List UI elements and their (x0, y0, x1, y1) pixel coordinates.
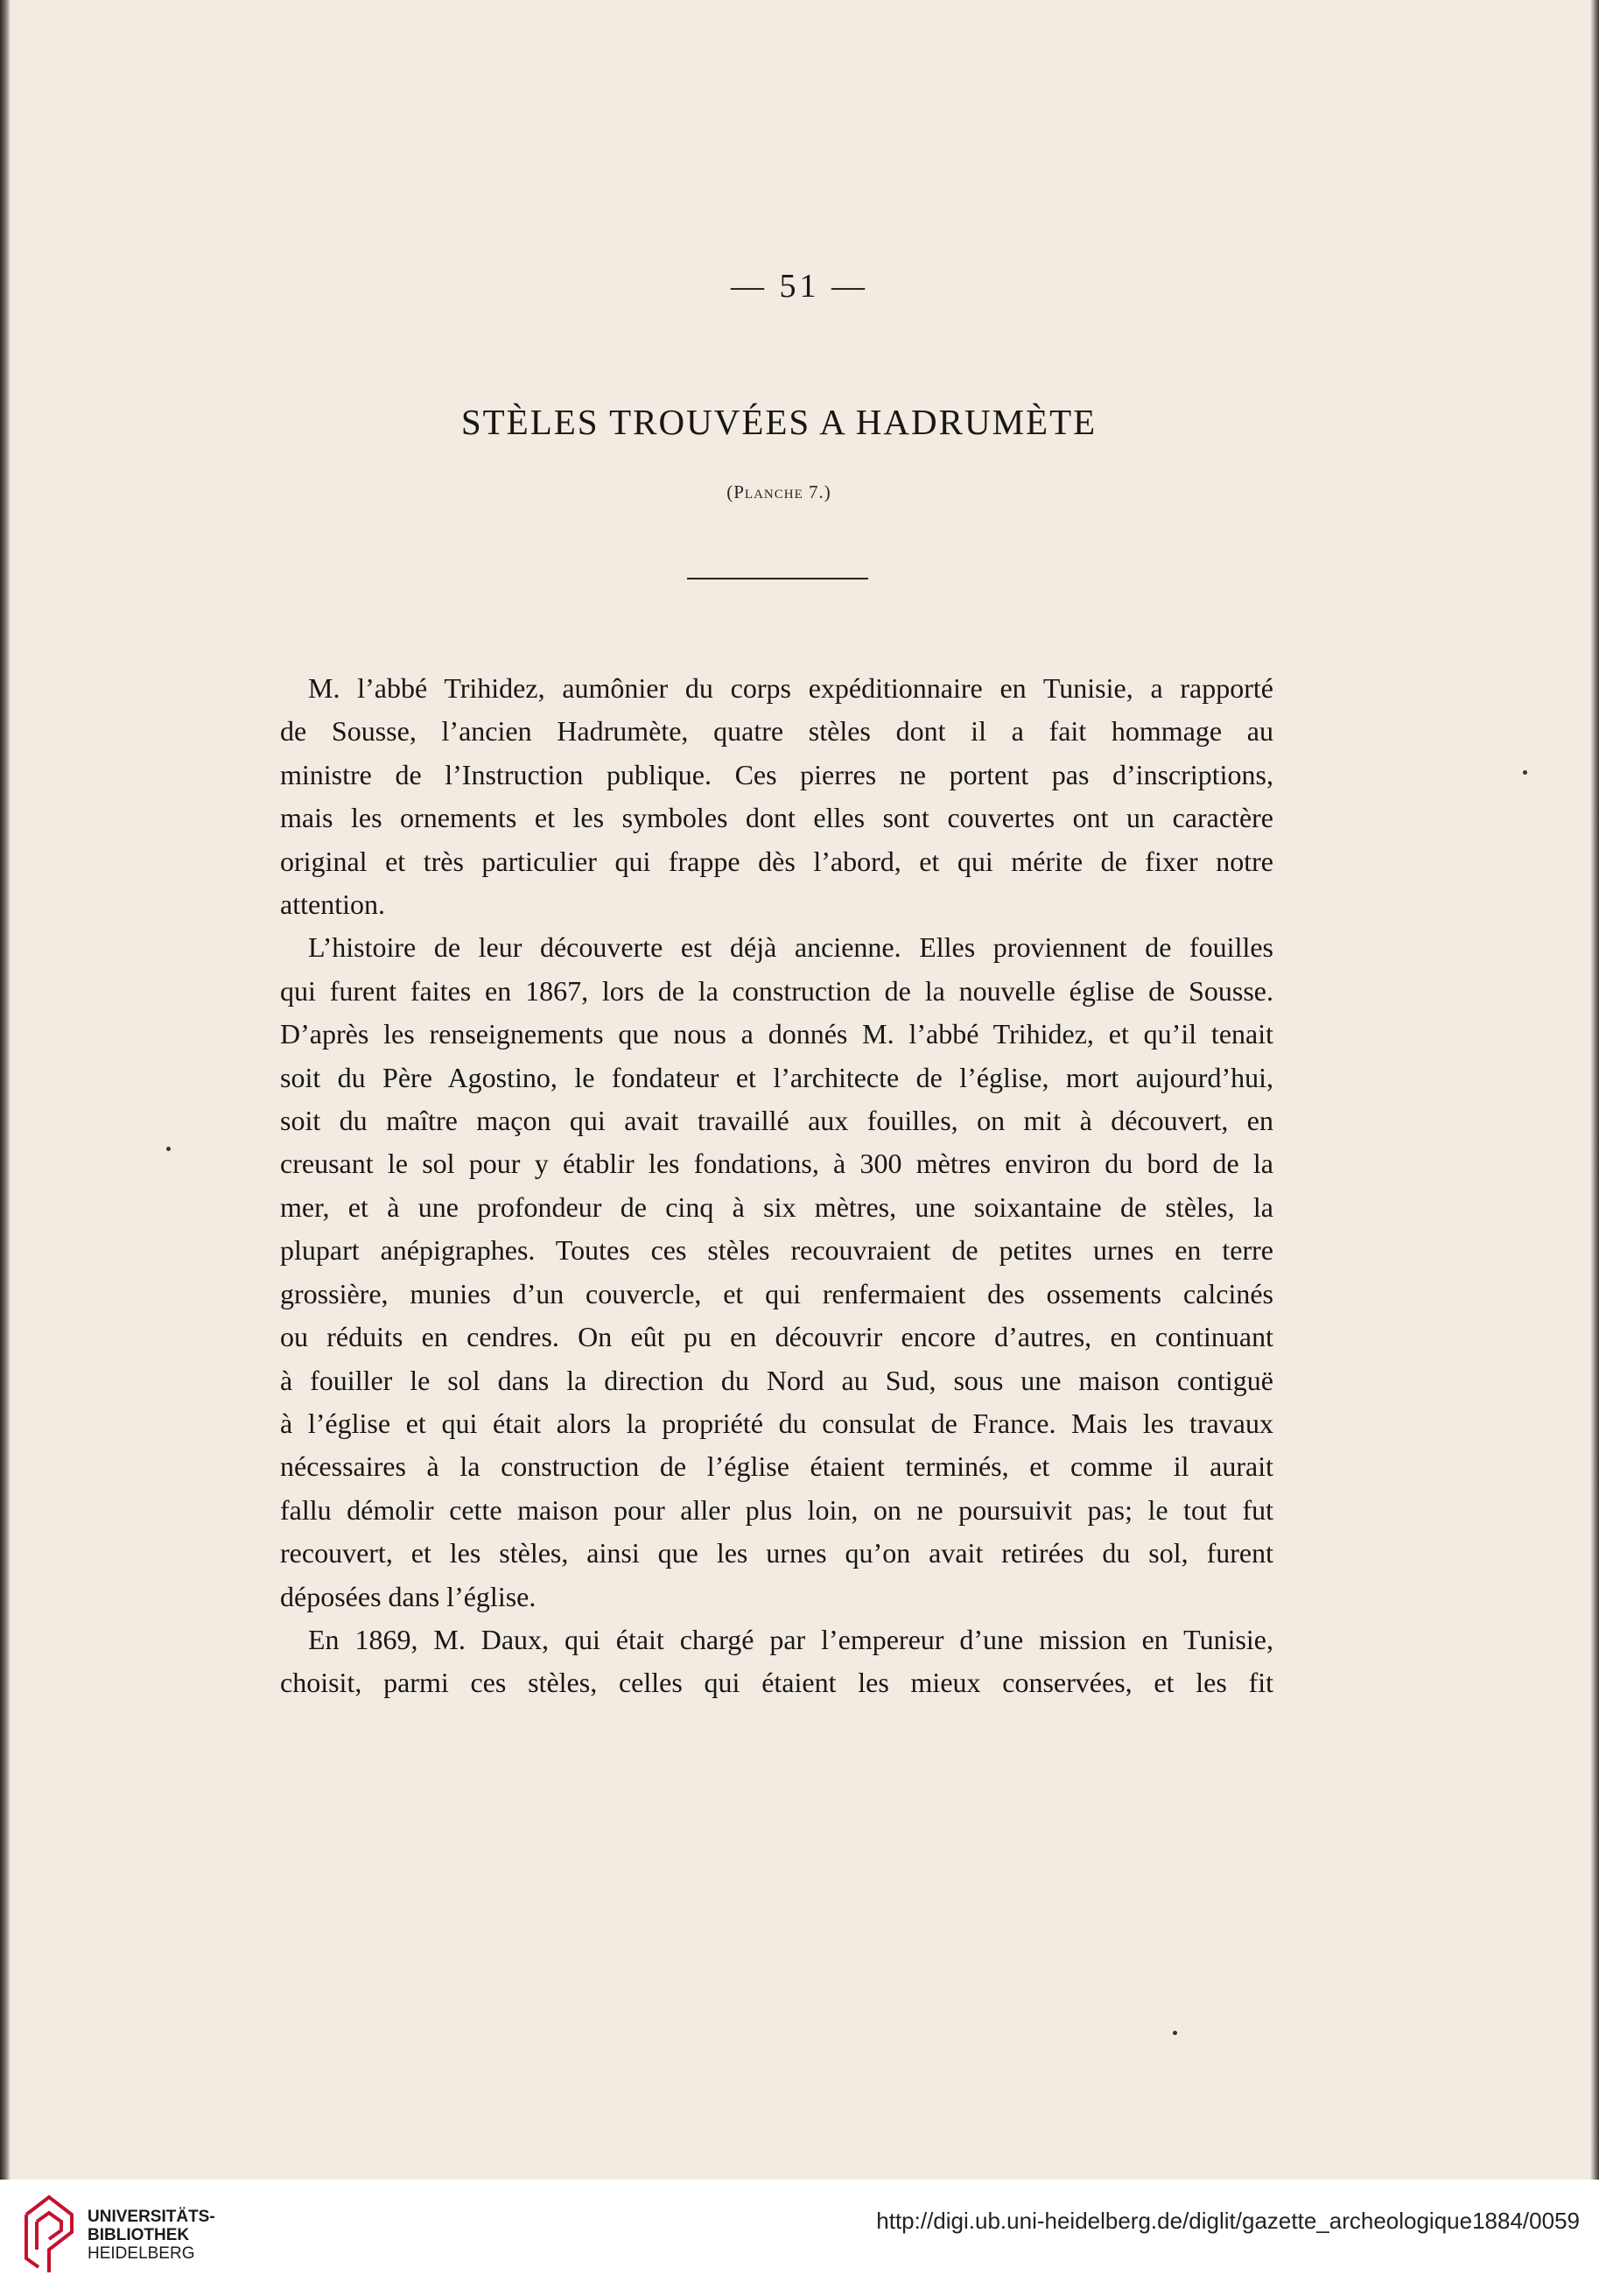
paper-speck (166, 1147, 171, 1151)
paragraph (280, 926, 1273, 1618)
text-line: original et très particulier qui frappe dès l’abord, et qui mérite de fixer notre (280, 845, 1273, 877)
text-line: de Sousse, l’ancien Hadrumète, quatre stèles dont il a fait hommage au (280, 715, 1273, 748)
text-line: creusant le sol pour y établir les fondations, à 300 mètres environ du bord de la (280, 1148, 1273, 1180)
library-logo-icon (19, 2188, 81, 2285)
text-line: à l’église et qui était alors la propriété du consulat de France. Mais les travaux (280, 1407, 1273, 1439)
text-line: déposées dans l’église. (280, 1580, 537, 1612)
paragraph (280, 1618, 1273, 1705)
library-name-line: HEIDELBERG (88, 2244, 195, 2263)
text-line: recouvert, et les stèles, ainsi que les urnes qu’on avait retirées du sol, furent (280, 1537, 1273, 1569)
page-edge-left (0, 0, 11, 2180)
article-title: STÈLES TROUVÉES A HADRUMÈTE (460, 402, 1098, 442)
text-line: grossière, munies d’un couvercle, et qui renfermaient des ossements calcinés (280, 1277, 1273, 1309)
library-name (88, 2208, 215, 2263)
text-line: nécessaires à la construction de l’église étaient terminés, et comme il aurait (280, 1450, 1273, 1483)
text-line: plupart anépigraphes. Toutes ces stèles recouvraient de petites urnes en terre (280, 1234, 1273, 1267)
text-line: ministre de l’Instruction publique. Ces pierres ne portent pas d’inscriptions, (280, 758, 1273, 790)
page-edge-right (1590, 0, 1599, 2180)
text-line: fallu démolir cette maison pour aller plus loin, on ne poursuivit pas; le tout fut (280, 1493, 1273, 1526)
text-line: mer, et à une profondeur de cinq à six mètres, une soixantaine de stèles, la (280, 1190, 1273, 1223)
library-name-line: UNIVERSITÄTS- (88, 2208, 215, 2226)
text-line: qui furent faites en 1867, lors de la construction de la nouvelle église de Sousse. (280, 974, 1273, 1007)
paper-speck (1523, 770, 1527, 775)
text-line: attention. (280, 888, 385, 921)
text-line: soit du Père Agostino, le fondateur et l’architecte de l’église, mort aujourd’hui, (280, 1061, 1273, 1093)
plate-reference: (Planche 7.) (726, 481, 831, 502)
paper-speck (1173, 2031, 1177, 2035)
article-body (280, 667, 1273, 1705)
source-url-link[interactable]: http://digi.ub.uni-heidelberg.de/diglit/gazette_archeologique1884/0059 (876, 2208, 1580, 2234)
viewer-footer (0, 2180, 1599, 2296)
title-divider (687, 578, 868, 579)
text-line: mais les ornements et les symboles dont elles sont couvertes ont un caractère (280, 802, 1273, 834)
library-name-line: BIBLIOTHEK (88, 2226, 190, 2244)
text-line: L’histoire de leur découverte est déjà ancienne. Elles proviennent de fouilles (308, 931, 1273, 964)
text-line: D’après les renseignements que nous a donnés M. l’abbé Trihidez, et qu’il tenait (280, 1018, 1273, 1050)
text-line: M. l’abbé Trihidez, aumônier du corps expéditionnaire en Tunisie, a rapporté (308, 672, 1273, 704)
text-line: à fouiller le sol dans la direction du Nord au Sud, sous une maison contiguë (280, 1364, 1273, 1396)
text-line: soit du maître maçon qui avait travaillé aux fouilles, on mit à découvert, en (280, 1105, 1273, 1137)
paragraph (280, 667, 1273, 926)
text-line: En 1869, M. Daux, qui était chargé par l’empereur d’une mission en Tunisie, (308, 1623, 1273, 1655)
page-number: — 51 — (731, 268, 868, 305)
text-line: choisit, parmi ces stèles, celles qui étaient les mieux conservées, et les fit (280, 1667, 1273, 1699)
text-line: ou réduits en cendres. On eût pu en découvrir encore d’autres, en continuant (280, 1321, 1273, 1353)
